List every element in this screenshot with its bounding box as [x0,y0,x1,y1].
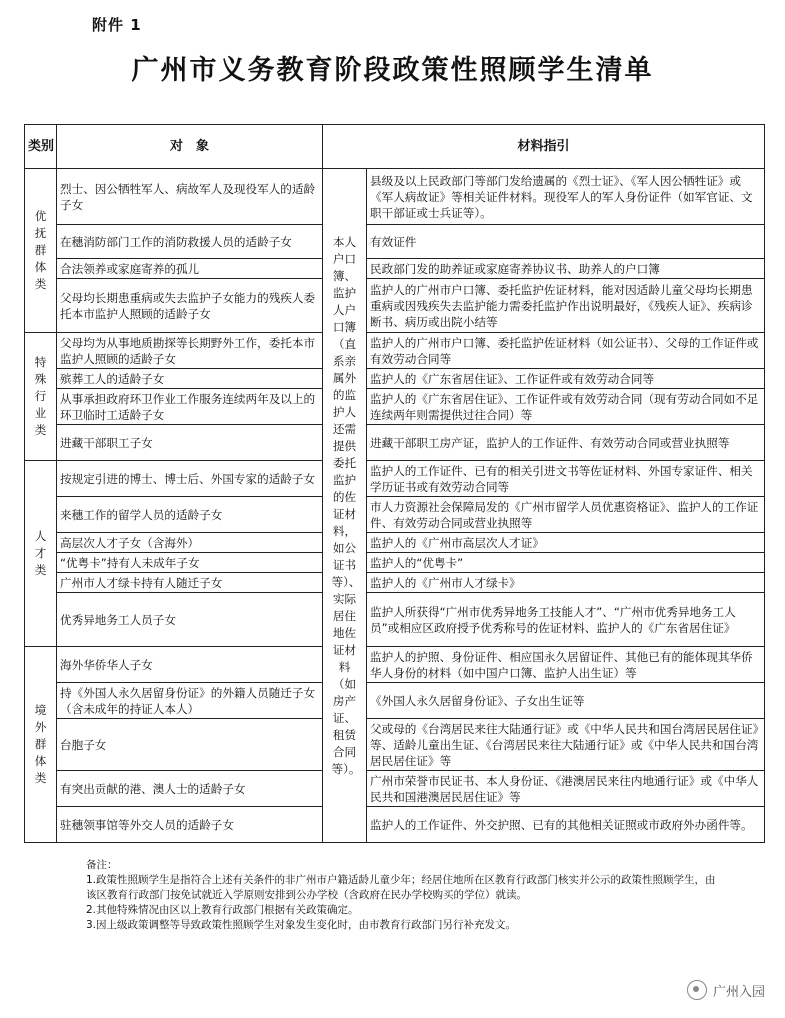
material-cell: 监护人的《广州市人才绿卡》 [367,573,765,593]
target-cell: 驻穗领事馆等外交人员的适龄子女 [57,807,323,843]
target-cell: 父母均长期患重病或失去监护子女能力的残疾人委托本市监护人照顾的适龄子女 [57,279,323,333]
target-cell: 在穗消防部门工作的消防救援人员的适龄子女 [57,225,323,259]
target-cell: 台胞子女 [57,719,323,771]
material-cell: 《外国人永久居留身份证》、子女出生证等 [367,683,765,719]
watermark-text: 广州入园 [712,984,765,1000]
target-cell: 合法领养或家庭寄养的孤儿 [57,259,323,279]
material-cell: 县级及以上民政部门等部门发给遗属的《烈士证》、《军人因公牺牲证》或《军人病故证》等相关证件材料。现役军人的军人身份证件（如军官证、文职干部证或士兵证等）。 [367,169,765,225]
material-cell: 监护人的“优粤卡” [367,553,765,573]
material-cell: 监护人的《广东省居住证》、工作证件或有效劳动合同（现有劳动合同如不足连续两年则需提供过往合同）等 [367,389,765,425]
page-title: 广州市义务教育阶段政策性照顾学生清单 [131,55,654,86]
material-cell: 广州市荣誉市民证书、本人身份证、《港澳居民来往内地通行证》或《中华人民共和国港澳居民居住证》等 [367,771,765,807]
material-cell: 监护人的护照、身份证件、相应国永久居留证件、其他已有的能体现其华侨华人身份的材料（如中国户口簿、监护人出生证）等 [367,647,765,683]
note-item: 3.因上级政策调整等导致政策性照顾学生对象发生变化时，由市教育行政部门另行补充发文。 [86,919,517,931]
target-cell: 有突出贡献的港、澳人士的适龄子女 [57,771,323,807]
header-category: 类别 [25,125,57,169]
header-materials: 材料指引 [323,125,765,169]
category-cell: 特殊行业类 [25,333,57,461]
material-cell: 监护人的广州市户口簿、委托监护佐证材料（如公证书）、父母的工作证件或有效劳动合同等 [367,333,765,369]
target-cell: 来穗工作的留学人员的适龄子女 [57,497,323,533]
target-cell: 父母均为从事地质勘探等长期野外工作，委托本市监护人照顾的适龄子女 [57,333,323,369]
category-cell: 境外群体类 [25,647,57,843]
target-cell: 海外华侨华人子女 [57,647,323,683]
account-watermark [687,980,765,1000]
target-cell: 殡葬工人的适龄子女 [57,369,323,389]
target-cell: “优粤卡”持有人未成年子女 [57,553,323,573]
material-cell: 有效证件 [367,225,765,259]
target-cell: 优秀异地务工人员子女 [57,593,323,647]
policy-table [24,124,765,843]
material-cell: 监护人所获得“广州市优秀异地务工技能人才”、“广州市优秀异地务工人员”或相应区政府授予优秀称号的佐证材料、监护人的《广东省居住证》 [367,593,765,647]
material-cell: 父或母的《台湾居民来往大陆通行证》或《中华人民共和国台湾居民居住证》等、适龄儿童出生证、《台湾居民来往大陆通行证》或《中华人民共和国台湾居民居住证》等 [367,719,765,771]
target-cell: 高层次人才子女（含海外） [57,533,323,553]
target-cell: 广州市人才绿卡持有人随迁子女 [57,573,323,593]
category-cell: 优抚群体类 [25,169,57,333]
material-cell: 进藏干部职工房产证，监护人的工作证件、有效劳动合同或营业执照等 [367,425,765,461]
category-cell: 人才类 [25,461,57,647]
shared-materials-cell: 本人户口簿、监护人户口簿（直系亲属外的监护人还需提供委托监护的佐证材料，如公证书等）、实际居住地佐证材料（如房产证、租赁合同等）。 [323,169,367,843]
material-cell: 监护人的工作证件、已有的相关引进文书等佐证材料、外国专家证件、相关学历证书或有效劳动合同等 [367,461,765,497]
target-cell: 按规定引进的博士、博士后、外国专家的适龄子女 [57,461,323,497]
notes-heading: 备注： [86,859,118,871]
target-cell: 烈士、因公牺牲军人、病故军人及现役军人的适龄子女 [57,169,323,225]
target-cell: 进藏干部职工子女 [57,425,323,461]
material-cell: 监护人的《广东省居住证》、工作证件或有效劳动合同等 [367,369,765,389]
material-cell: 监护人的工作证件、外交护照、已有的其他相关证照或市政府外办函件等。 [367,807,765,843]
wechat-icon [687,980,707,1000]
material-cell: 监护人的《广州市高层次人才证》 [367,533,765,553]
target-cell: 从事承担政府环卫作业工作服务连续两年及以上的环卫临时工适龄子女 [57,389,323,425]
note-item: 1.政策性照顾学生是指符合上述有关条件的非广州市户籍适龄儿童少年；经居住地所在区教育行政部门核实并公示的政策性照顾学生，由该区教育行政部门按免试就近入学原则安排到公办学校（含政府在民办学校购买的学位）就读。 [86,874,716,901]
note-item: 2.其他特殊情况由区以上教育行政部门根据有关政策确定。 [86,904,359,916]
material-cell: 监护人的广州市户口簿、委托监护佐证材料，能对因适龄儿童父母均长期患重病或因残疾失去监护能力需委托监护作出说明最好，《残疾人证》、疾病诊断书、病历或出院小结等 [367,279,765,333]
attachment-label: 附件 1 [92,16,142,34]
material-cell: 民政部门发的助养证或家庭寄养协议书、助养人的户口簿 [367,259,765,279]
target-cell: 持《外国人永久居留身份证》的外籍人员随迁子女（含未成年的持证人本人） [57,683,323,719]
header-target: 对 象 [57,125,323,169]
material-cell: 市人力资源社会保障局发的《广州市留学人员优惠资格证》、监护人的工作证件、有效劳动合同或营业执照等 [367,497,765,533]
notes-section [86,858,716,933]
